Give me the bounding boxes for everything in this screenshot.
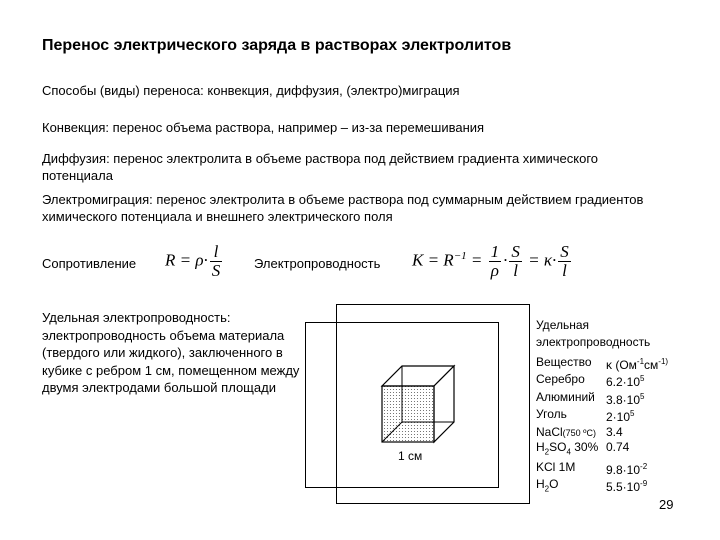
substance-cell: Алюминий xyxy=(536,389,595,404)
fraction-3-denominator: l xyxy=(562,261,567,280)
header-kappa xyxy=(606,355,668,372)
value-cell: 0.74 xyxy=(606,440,630,455)
migration-text: Электромиграция: перенос электролита в объеме раствора под суммарным действием градиентов химического потенциала и внешнего электрического поля xyxy=(42,192,644,224)
table-header-row xyxy=(536,355,668,372)
conductivity-formula xyxy=(412,243,573,280)
value-cell: $5.5\cdot 10^{-9}$ xyxy=(606,479,648,495)
substance-cell: Серебро xyxy=(536,372,585,387)
substance-cell: $H_2O$ xyxy=(536,477,559,494)
table-row xyxy=(536,477,668,497)
conductivity-label: Электропроводность xyxy=(254,256,381,271)
conductivity-lhs: K = R xyxy=(412,250,454,270)
table-heading: Удельная электропроводность xyxy=(536,318,651,349)
header-kappa-base: κ (Ом xyxy=(606,358,637,372)
table-row xyxy=(536,407,668,424)
substance-cell: $H_2SO_4$ 30% xyxy=(536,440,599,457)
value-cell: $9.8\cdot 10^{-2}$ xyxy=(606,461,648,477)
conductivity-eq: = xyxy=(466,250,487,270)
fraction-3-numerator: S xyxy=(560,242,569,261)
conductivity-table xyxy=(536,355,668,497)
value-cell: 3.4 xyxy=(606,424,623,439)
specific-conductivity-definition: Удельная электропроводность: электропроводность объема материала (твердого или жидкого), заключенного в кубике с ребром 1 см, помещенном между двумя электродами большой площади xyxy=(42,310,300,396)
resistance-label: Сопротивление xyxy=(42,256,137,271)
value-cell: $2\cdot 10^5$ xyxy=(606,409,635,425)
substance-cell: Уголь xyxy=(536,407,567,422)
table-row xyxy=(536,440,668,460)
header-kappa-exp1: -1 xyxy=(636,357,645,366)
value-cell: $6.2\cdot 10^5$ xyxy=(606,374,645,390)
header-kappa-mid: см xyxy=(644,358,659,372)
header-substance: Вещество xyxy=(536,355,592,369)
resistance-lhs: R = ρ· xyxy=(165,250,208,270)
conductivity-dot: · xyxy=(503,250,508,270)
table-row xyxy=(536,372,668,389)
transfer-methods-text: Способы (виды) переноса: конвекция, диффузия, (электро)миграция xyxy=(42,83,460,98)
resistance-denominator: S xyxy=(211,261,221,280)
conductivity-eq2: = κ· xyxy=(523,250,557,270)
resistance-numerator: l xyxy=(210,243,223,262)
resistance-formula xyxy=(165,243,224,280)
conductivity-fraction-1 xyxy=(489,243,502,280)
table-row xyxy=(536,460,668,477)
value-cell: $3.8\cdot 10^5$ xyxy=(606,391,645,407)
fraction-2-numerator: S xyxy=(511,242,520,261)
slide-title: Перенос электрического заряда в растворах электролитов xyxy=(42,37,512,54)
cube-size-label: 1 см xyxy=(398,449,423,463)
fraction-1-numerator: 1 xyxy=(490,242,500,261)
convection-text: Конвекция: перенос объема раствора, например – из-за перемешивания xyxy=(42,120,485,135)
table-row xyxy=(536,425,668,440)
fraction-1-denominator: ρ xyxy=(490,261,499,280)
fraction-2-denominator: l xyxy=(513,261,518,280)
diffusion-text: Диффузия: перенос электролита в объеме раствора под действием градиента химического потенциала xyxy=(42,151,599,183)
conductivity-fraction-3 xyxy=(558,243,571,280)
header-kappa-exp2: -1) xyxy=(658,357,669,366)
cube-diagram xyxy=(380,364,456,444)
substance-cell: KCl 1M xyxy=(536,459,576,474)
table-row xyxy=(536,390,668,407)
substance-cell: NaCl(750 ºC) xyxy=(536,424,596,439)
conductivity-exponent: −1 xyxy=(453,249,467,262)
conductivity-fraction-2 xyxy=(509,243,522,280)
page-number: 29 xyxy=(659,497,674,512)
resistance-fraction xyxy=(210,243,223,280)
